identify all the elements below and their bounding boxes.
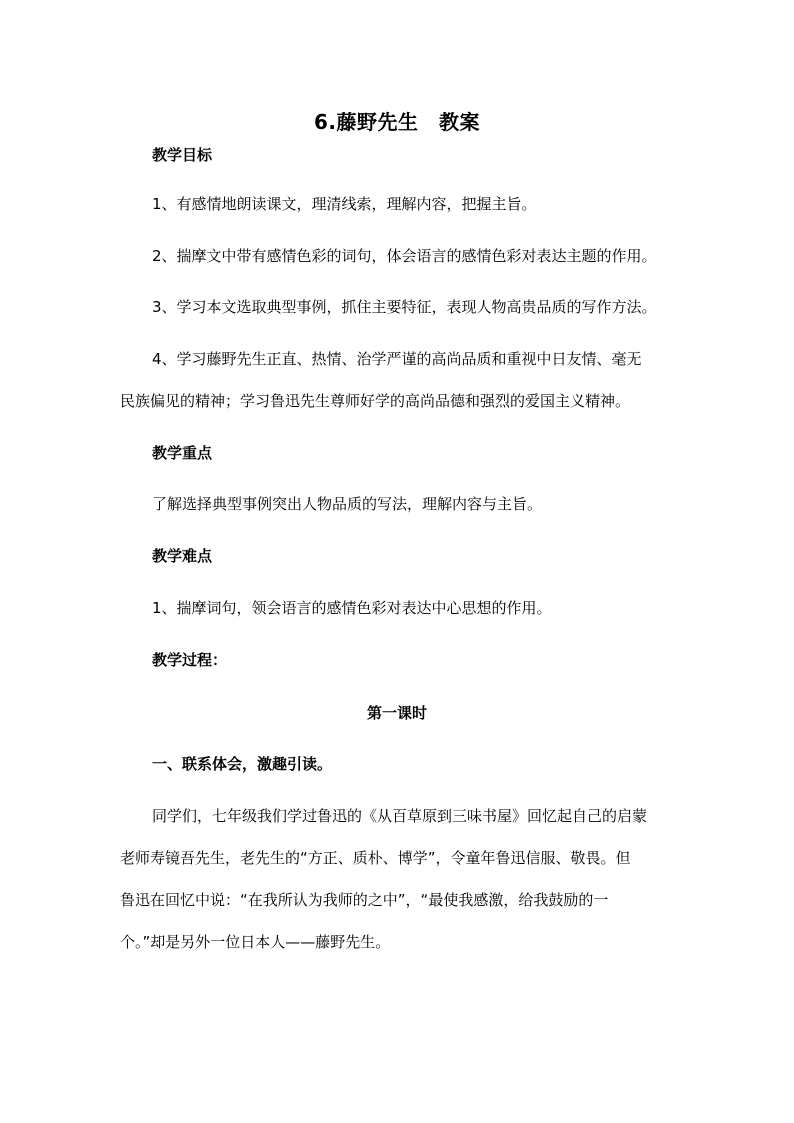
lesson-heading: 第一课时 bbox=[366, 704, 427, 722]
key-points-text: 了解选择典型事例突出人物品质的写法，理解内容与主旨。 bbox=[152, 495, 543, 513]
objective-item-4-continued: 民族偏见的精神；学习鲁迅先生尊师好学的高尚品德和强烈的爱国主义精神。 bbox=[120, 392, 631, 410]
paragraph-line-4: 个。”却是另外一位日本人——藤野先生。 bbox=[120, 933, 391, 951]
process-heading: 教学过程： bbox=[152, 651, 228, 669]
page-title: 6.藤野先生 教案 bbox=[313, 110, 480, 134]
objective-item-2: 2、揣摩文中带有感情色彩的词句，体会语言的感情色彩对表达主题的作用。 bbox=[152, 247, 657, 265]
objective-item-4: 4、学习藤野先生正直、热情、治学严谨的高尚品质和重视中日友情、毫无 bbox=[152, 350, 642, 368]
paragraph-line-3: 鲁迅在回忆中说：“在我所认为我师的之中”，“最使我感激，给我鼓励的一 bbox=[120, 891, 609, 909]
objective-item-3: 3、学习本文选取典型事例，抓住主要特征，表现人物高贵品质的写作方法。 bbox=[152, 298, 657, 316]
section-1-heading: 一、联系体会，激趣引读。 bbox=[152, 755, 333, 773]
difficulties-heading: 教学难点 bbox=[152, 547, 213, 565]
key-points-heading: 教学重点 bbox=[152, 444, 213, 462]
objective-item-1: 1、有感情地朗读课文，理清线索，理解内容，把握主旨。 bbox=[152, 195, 537, 213]
paragraph-line-1: 同学们，七年级我们学过鲁迅的《从百草原到三味书屋》回忆起自己的启蒙 bbox=[152, 807, 648, 825]
difficulties-text: 1、揣摩词句，领会语言的感情色彩对表达中心思想的作用。 bbox=[152, 599, 552, 617]
objectives-heading: 教学目标 bbox=[152, 146, 213, 164]
paragraph-line-2: 老师寿镜吾先生，老先生的“方正、质朴、博学”，令童年鲁迅信服、敬畏。但 bbox=[120, 849, 631, 867]
